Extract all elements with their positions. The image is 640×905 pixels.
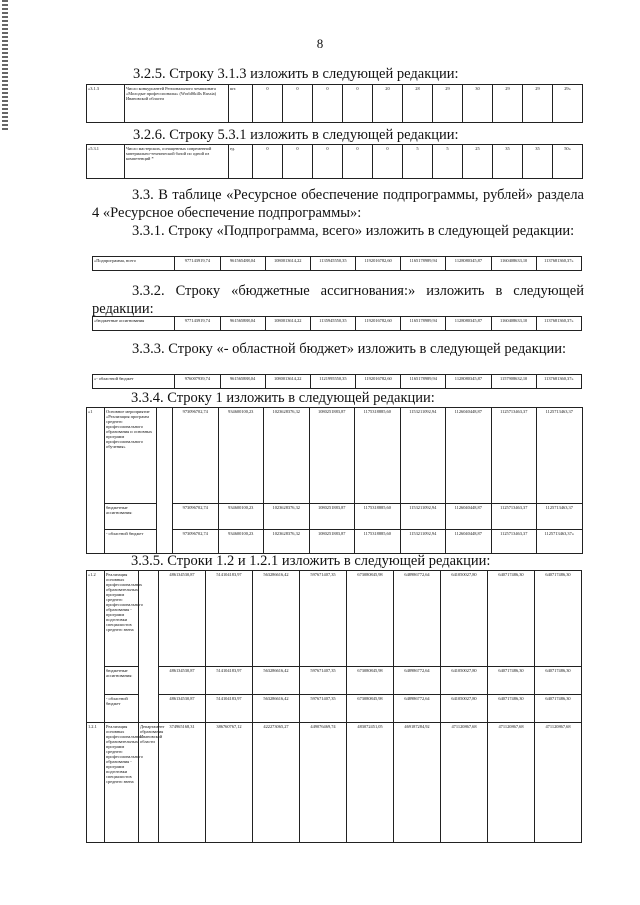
value-cell: 597671407,35 bbox=[300, 695, 347, 723]
table-rows-1-2-and-1-2-1 bbox=[86, 570, 582, 843]
value-cell: 1137681360,37» bbox=[536, 317, 581, 331]
value-cell: 422273065,27 bbox=[253, 723, 300, 843]
value-cell: 486134530,87 bbox=[159, 571, 206, 667]
value-cell: 1126040448,87 bbox=[446, 530, 492, 554]
value-cell: 374965168,31 bbox=[159, 723, 206, 843]
value-cell: 1125713463,37 bbox=[491, 504, 537, 530]
row-label: бюджетные ассигнования: bbox=[105, 504, 157, 530]
value-cell: 5 bbox=[433, 145, 463, 179]
table-row bbox=[87, 695, 582, 723]
value-cell: 640717486,30 bbox=[535, 571, 582, 667]
value-cell: 50» bbox=[553, 145, 583, 179]
value-cell: 28 bbox=[403, 85, 433, 123]
value-cell: 29» bbox=[553, 85, 583, 123]
value-cell: 1080013614,22 bbox=[265, 317, 310, 331]
value-cell: 1160408633,10 bbox=[491, 257, 536, 271]
value-cell: 597671407,35 bbox=[300, 667, 347, 695]
value-cell: 563286616,42 bbox=[253, 667, 300, 695]
value-cell: 514104183,97 bbox=[206, 667, 253, 695]
value-cell: 977143919,74 bbox=[175, 317, 220, 331]
value-cell: 5 bbox=[403, 145, 433, 179]
value-cell: 563286616,42 bbox=[253, 695, 300, 723]
value-cell: 1192016782,60 bbox=[356, 257, 401, 271]
value-cell: 1121995550,35 bbox=[310, 375, 355, 389]
table-row-5-3-1 bbox=[86, 144, 583, 179]
table-row bbox=[93, 375, 582, 389]
value-cell: 1126040448,87 bbox=[446, 504, 492, 530]
value-cell: 1023628376,32 bbox=[264, 504, 310, 530]
value-cell: 1160408633,10 bbox=[491, 317, 536, 331]
value-cell: 471120867,68 bbox=[441, 723, 488, 843]
value-cell: 469187284,92 bbox=[394, 723, 441, 843]
paragraph-3-3-3: 3.3.3. Строку «- областной бюджет» изложить в следующей редакции: bbox=[132, 341, 567, 357]
row-label: - областной бюджет bbox=[105, 530, 157, 554]
value-cell: 1165178989,94 bbox=[401, 257, 446, 271]
value-cell: 961565888,04 bbox=[220, 317, 265, 331]
heading-3-2-6: 3.2.6. Строку 5.3.1 изложить в следующей редакции: bbox=[133, 127, 459, 143]
row-number: «1.2 bbox=[87, 571, 105, 723]
value-cell: 1080013614,22 bbox=[265, 257, 310, 271]
value-cell: 648986772,64 bbox=[394, 667, 441, 695]
value-cell: 514104183,97 bbox=[206, 571, 253, 667]
value-cell: 1153211092,94 bbox=[400, 504, 446, 530]
page-number: 8 bbox=[316, 36, 324, 51]
value-cell: 0 bbox=[253, 85, 283, 123]
row-number: «3.1.3 bbox=[87, 85, 125, 123]
unit-cell: ед. bbox=[229, 145, 253, 179]
paragraph-3-3-1: 3.3.1. Строку «Подпрограмма, всего» изложить в следующей редакции: bbox=[132, 223, 575, 239]
value-cell: 514104183,97 bbox=[206, 695, 253, 723]
value-cell: 0 bbox=[313, 85, 343, 123]
value-cell: 471120867,68 bbox=[488, 723, 535, 843]
value-cell: 1153211092,94 bbox=[400, 530, 446, 554]
value-cell: 1080251883,87 bbox=[309, 408, 355, 504]
value-cell: 0 bbox=[313, 145, 343, 179]
heading-3-3-4: 3.3.4. Строку 1 изложить в следующей редакции: bbox=[131, 390, 435, 406]
value-cell: 648986772,64 bbox=[394, 695, 441, 723]
value-cell: 961565488,04 bbox=[220, 257, 265, 271]
value-cell: 640717486,30 bbox=[488, 667, 535, 695]
paragraph-3-3: 3.3. В таблице «Ресурсное обеспечение подпрограммы, рублей» раздела 4 «Ресурсное обеспечение подпрограммы»: bbox=[92, 187, 584, 221]
paragraph-3-3-2: 3.3.2. Строку «бюджетные ассигнования:» изложить в следующей редакции: bbox=[92, 283, 584, 317]
value-cell: 1153211092,94 bbox=[400, 408, 446, 504]
value-cell: 1023628376,32 bbox=[264, 530, 310, 554]
value-cell: 641050027,80 bbox=[441, 695, 488, 723]
value-cell: 20 bbox=[373, 85, 403, 123]
value-cell: 673080845,98 bbox=[347, 695, 394, 723]
value-cell: 563286616,42 bbox=[253, 571, 300, 667]
value-cell: 973096702,74 bbox=[173, 530, 219, 554]
value-cell: 1125713463,37 bbox=[491, 408, 537, 504]
value-cell: 640717486,30 bbox=[488, 571, 535, 667]
executor-cell bbox=[139, 571, 159, 723]
value-cell: 1128080345,87 bbox=[446, 317, 491, 331]
value-cell: 1128080345,87 bbox=[446, 375, 491, 389]
value-cell: 673080845,98 bbox=[347, 667, 394, 695]
value-cell: 486134530,87 bbox=[159, 695, 206, 723]
value-cell: 1125713463,37» bbox=[537, 530, 583, 554]
value-cell: 25 bbox=[463, 145, 493, 179]
value-cell: 35 bbox=[493, 145, 523, 179]
value-cell: 1137681360,37» bbox=[536, 375, 581, 389]
row-number: 1.2.1 bbox=[87, 723, 105, 843]
value-cell: 30 bbox=[463, 85, 493, 123]
value-cell: 29 bbox=[493, 85, 523, 123]
value-cell: 648986772,64 bbox=[394, 571, 441, 667]
value-cell: 976007939,74 bbox=[175, 375, 220, 389]
value-cell: 471120867,68 bbox=[535, 723, 582, 843]
value-cell: 641050027,80 bbox=[441, 667, 488, 695]
value-cell: 29 bbox=[523, 85, 553, 123]
value-cell: 1165178989,94 bbox=[401, 317, 446, 331]
value-cell: 0 bbox=[343, 85, 373, 123]
value-cell: 0 bbox=[373, 145, 403, 179]
value-cell: 1135945550,35 bbox=[310, 317, 355, 331]
value-cell: 1175318885,60 bbox=[355, 530, 401, 554]
value-cell: 1128080345,87 bbox=[446, 257, 491, 271]
table-row bbox=[87, 667, 582, 695]
value-cell: 1157908632,10 bbox=[491, 375, 536, 389]
indicator-name: Число мастерских, оснащенных современной материально-технической базой по одной из компетенций * bbox=[125, 145, 229, 179]
activity-name: Реализация основных профессиональных образовательных программ среднего профессионального образования - программ подготовки специалистов среднего звена bbox=[105, 571, 139, 667]
value-cell: 1023628376,32 bbox=[264, 408, 310, 504]
value-cell: 1165178989,94 bbox=[401, 375, 446, 389]
value-cell: 386760767,12 bbox=[206, 723, 253, 843]
value-cell: 1175318885,60 bbox=[355, 408, 401, 504]
value-cell: 0 bbox=[343, 145, 373, 179]
value-cell: 35 bbox=[523, 145, 553, 179]
table-subprogram-total bbox=[92, 256, 582, 271]
value-cell: 934600100,23 bbox=[218, 530, 264, 554]
table-row bbox=[93, 257, 582, 271]
value-cell: 973096702,74 bbox=[173, 504, 219, 530]
value-cell: 1125713463,37 bbox=[537, 408, 583, 504]
heading-3-2-5: 3.2.5. Строку 3.1.3 изложить в следующей редакции: bbox=[133, 66, 459, 82]
value-cell: 1080251883,87 bbox=[309, 530, 355, 554]
table-budget-allocations bbox=[92, 316, 582, 331]
table-row bbox=[87, 85, 583, 123]
value-cell: 0 bbox=[253, 145, 283, 179]
value-cell: 0 bbox=[283, 85, 313, 123]
value-cell: 641050027,80 bbox=[441, 571, 488, 667]
value-cell: 1137681360,37» bbox=[536, 257, 581, 271]
value-cell: 640717486,30 bbox=[535, 667, 582, 695]
value-cell: 29 bbox=[433, 85, 463, 123]
value-cell: 640717486,30 bbox=[535, 695, 582, 723]
value-cell: 1175318885,60 bbox=[355, 504, 401, 530]
executor-cell: Департамент образования Ивановской области bbox=[139, 723, 159, 843]
value-cell: 934600100,23 bbox=[218, 504, 264, 530]
value-cell: 961565888,04 bbox=[220, 375, 265, 389]
table-row bbox=[93, 317, 582, 331]
value-cell: 1192016782,60 bbox=[356, 375, 401, 389]
value-cell: 1125713463,37 bbox=[537, 504, 583, 530]
table-row bbox=[87, 571, 582, 667]
row-label: бюджетные ассигнования: bbox=[105, 667, 139, 695]
value-cell: 1192016782,60 bbox=[356, 317, 401, 331]
value-cell: 483072451,05 bbox=[347, 723, 394, 843]
value-cell: 1135945550,35 bbox=[310, 257, 355, 271]
table-regional-budget bbox=[92, 374, 582, 389]
value-cell: 1080251883,87 bbox=[309, 504, 355, 530]
heading-3-3-5: 3.3.5. Строки 1.2 и 1.2.1 изложить в следующей редакции: bbox=[131, 553, 491, 569]
table-row bbox=[87, 723, 582, 843]
table-row-1 bbox=[86, 407, 583, 554]
row-label: «Подпрограмма, всего bbox=[93, 257, 175, 271]
value-cell: 934600100,23 bbox=[218, 408, 264, 504]
table-row bbox=[87, 145, 583, 179]
row-label: «- областной бюджет bbox=[93, 375, 175, 389]
row-label: - областной бюджет bbox=[105, 695, 139, 723]
scan-binding-edge bbox=[2, 0, 8, 130]
value-cell: 486134530,87 bbox=[159, 667, 206, 695]
table-row bbox=[87, 408, 583, 504]
value-cell: 673080845,98 bbox=[347, 571, 394, 667]
table-row-3-1-3 bbox=[86, 84, 583, 123]
value-cell: 1125713463,37 bbox=[491, 530, 537, 554]
activity-name: Основное мероприятие «Реализация программ среднего профессионального образования и основных программ профессионального обучения» bbox=[105, 408, 157, 504]
value-cell: 449076469,74 bbox=[300, 723, 347, 843]
value-cell: 0 bbox=[283, 145, 313, 179]
value-cell: 977143919,74 bbox=[175, 257, 220, 271]
indicator-name: Число конкурсантей Регионального чемпионата «Молодые профессионалы» (WorldSkills Russia) Ивановской области bbox=[125, 85, 229, 123]
activity-name: Реализация основных профессиональных образовательных программ среднего профессионального образования - программ подготовки специалистов среднего звена bbox=[105, 723, 139, 843]
value-cell: 1126040448,87 bbox=[446, 408, 492, 504]
value-cell: 597671407,35 bbox=[300, 571, 347, 667]
value-cell: 1080013614,22 bbox=[265, 375, 310, 389]
row-number: «5.3.1 bbox=[87, 145, 125, 179]
row-number: «1 bbox=[87, 408, 105, 554]
value-cell: 640717486,30 bbox=[488, 695, 535, 723]
executor-cell bbox=[157, 408, 173, 554]
row-label: «бюджетные ассигнования bbox=[93, 317, 175, 331]
value-cell: 973096702,74 bbox=[173, 408, 219, 504]
unit-cell: шт. bbox=[229, 85, 253, 123]
